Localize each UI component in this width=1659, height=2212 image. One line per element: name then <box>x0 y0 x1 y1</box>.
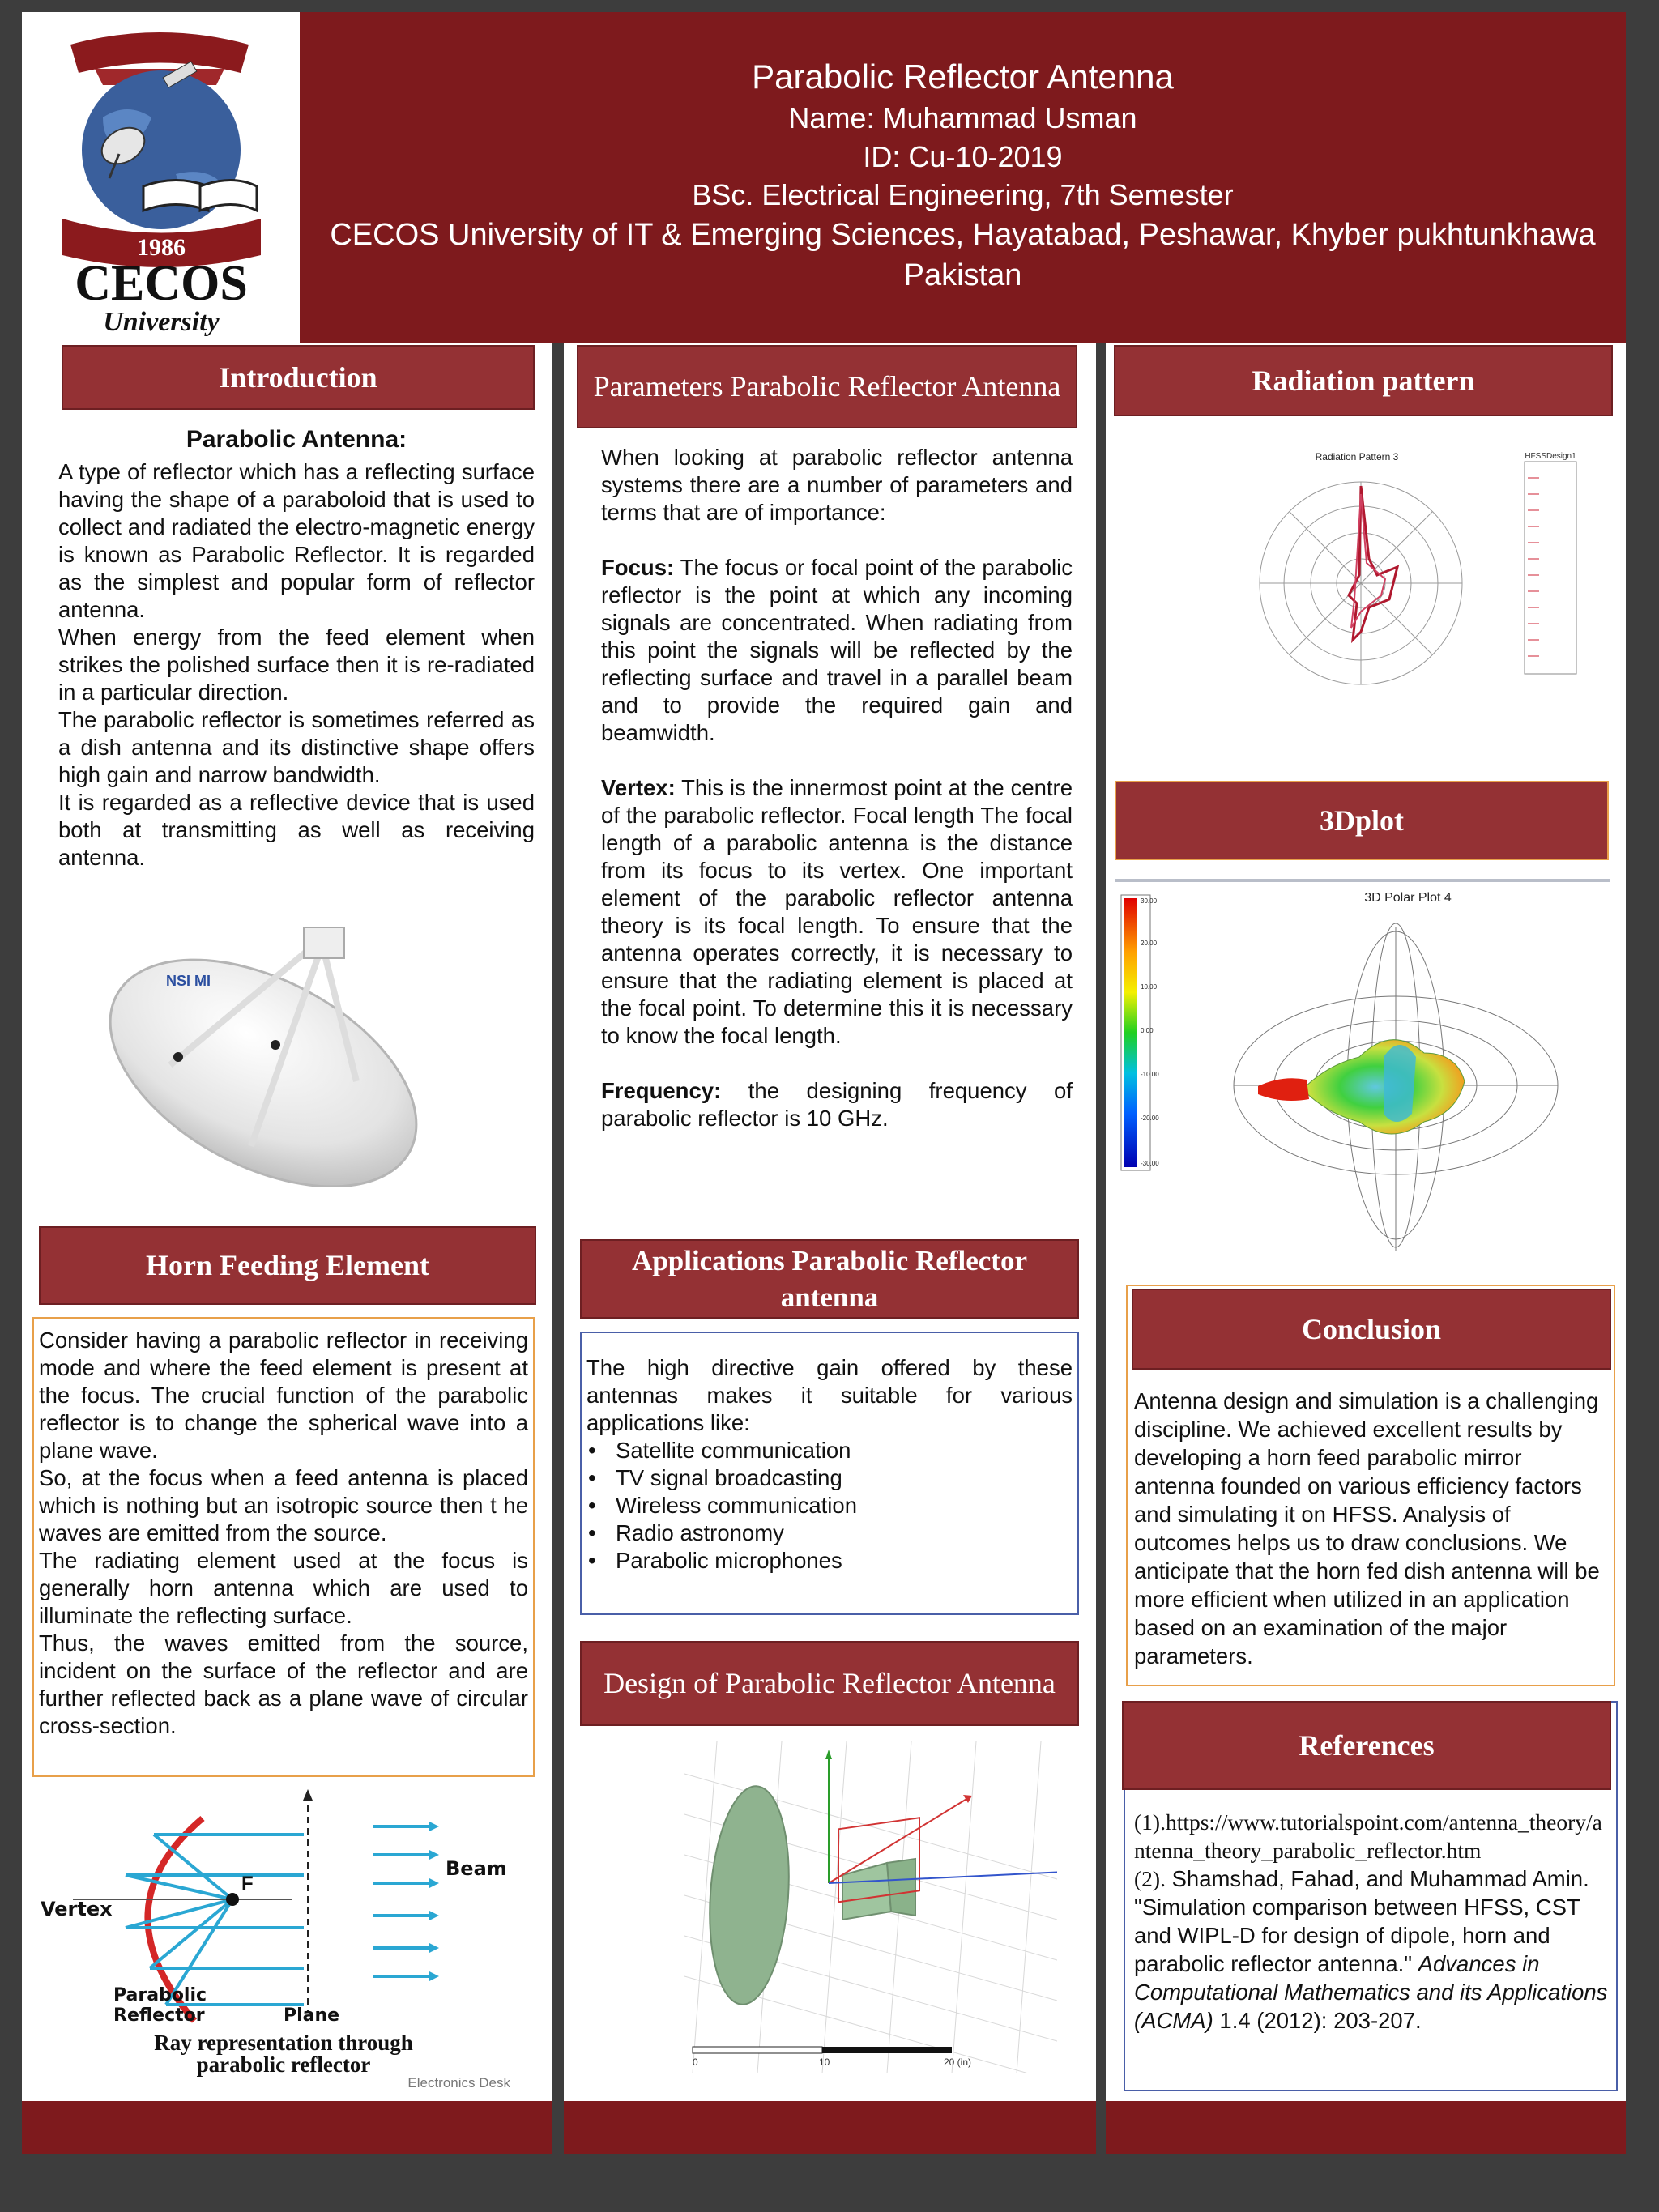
intro-paragraph: It is regarded as a reflective device that is used both at transmitting as well as receiving antenna. <box>58 790 535 870</box>
focus-term: Focus: <box>601 555 675 580</box>
frequency-text: the designing frequency of parabolic reflector is 10 GHz. <box>601 1078 1073 1131</box>
parameters-heading: Parameters Parabolic Reflector Antenna <box>577 345 1077 428</box>
frequency-term: Frequency: <box>601 1078 722 1103</box>
diagram-caption-2: parabolic reflector <box>196 2052 371 2077</box>
logo-subtitle: University <box>103 307 220 337</box>
introduction-heading: Introduction <box>62 345 535 410</box>
horn-heading: Horn Feeding Element <box>39 1226 536 1305</box>
scale-label: 20 (in) <box>944 2056 972 2068</box>
diagram-caption-1: Ray representation through <box>154 2031 413 2055</box>
colorbar-label: -20.00 <box>1141 1115 1159 1122</box>
vertex-term: Vertex: <box>601 775 676 800</box>
horn-paragraph: Thus, the waves emitted from the source, incident on the surface of the reflector and are further reflected back as a plane wave of circular cross-section. <box>39 1630 528 1738</box>
application-item: • Wireless communication <box>586 1492 1073 1519</box>
parameters-intro: When looking at parabolic reflector antenna systems there are a number of parameters and terms that are of importance: <box>601 445 1073 525</box>
radiation-legend-title: HFSSDesign1 <box>1525 452 1576 461</box>
diagram-credit: Electronics Desk <box>407 2075 510 2091</box>
references-list <box>1134 1808 1612 2035</box>
horn-text-box <box>32 1317 535 1777</box>
vertex-label: Vertex <box>41 1898 113 1920</box>
colorbar-label: 10.00 <box>1141 983 1158 991</box>
university-logo <box>22 12 300 343</box>
applications-box <box>580 1332 1079 1615</box>
author-name: Name: Muhammad Usman <box>788 101 1137 135</box>
conclusion-text: Antenna design and simulation is a challenging discipline. We achieved excellent results by developing a horn feed parabolic mirror antenna founded on various efficiency factors and simulating it on HFSS. Analysis of outcomes helps us to draw conclusions. We anticipate that the horn fed dish antenna will be more efficient when utilized in an application based on an examination of the major parameters. <box>1134 1388 1600 1669</box>
vertex-text: This is the innermost point at the centre of the parabolic reflector. Focal length The focal length of a parabolic antenna is the distance from its focus to its vertex. One important element of the parabolic reflector antenna theory is its focal length. To ensure that the antenna operates correctly, it is necessary to ensure that the radiating element is placed at the focal point. To determine this it is necessary to know the focal length. <box>601 775 1073 1048</box>
intro-paragraph: A type of reflector which has a reflecting surface having the shape of a paraboloid that is used to collect and radiated the electro-magnetic energy is known as Parabolic Reflector. It is regarded as the simplest and popular form of reflector antenna. <box>58 459 535 622</box>
footer-bar-middle <box>564 2101 1096 2154</box>
horn-paragraph: The radiating element used at the focus is generally horn antenna which are used to illuminate the reflecting surface. <box>39 1548 528 1628</box>
intro-subheading: Parabolic Antenna: <box>186 426 407 453</box>
beam-label: Beam <box>446 1857 507 1880</box>
application-item: • Parabolic microphones <box>586 1547 1073 1575</box>
radiation-plot-title: Radiation Pattern 3 <box>1315 451 1399 462</box>
plot3d-title: 3D Polar Plot 4 <box>1364 891 1452 905</box>
intro-paragraph: When energy from the feed element when strikes the polished surface then it is re-radiated in a particular direction. <box>58 624 535 705</box>
reference-2-tail: 1.4 (2012): 203-207. <box>1213 2008 1422 2033</box>
focus-text: The focus or focal point of the parabolic reflector is the point at which any incoming signals are concentrated. When radiating from this point the signals will be reflected by the reflecting surface and travel in a parallel beam and to provide the required gain and beamwidth. <box>601 555 1073 745</box>
application-item: • Satellite communication <box>586 1437 1073 1464</box>
logo-name: CECOS <box>75 256 248 311</box>
intro-paragraph: The parabolic reflector is sometimes referred as a dish antenna and its distinctive shape offers high gain and narrow bandwidth. <box>58 707 535 787</box>
poster-title: Parabolic Reflector Antenna <box>752 58 1174 96</box>
dish-logo-text: NSI MI <box>166 973 211 989</box>
design-heading: Design of Parabolic Reflector Antenna <box>580 1641 1079 1726</box>
horn-paragraph: So, at the focus when a feed antenna is placed which is nothing but an isotropic source then t he waves are emitted from the source. <box>39 1465 528 1545</box>
application-item: • Radio astronomy <box>586 1519 1073 1547</box>
reflector-label-1: Parabolic <box>113 1985 207 2005</box>
reflector-label-2: Reflector <box>113 2005 205 2026</box>
colorbar-label: 0.00 <box>1141 1027 1154 1034</box>
reference-2-number: (2). <box>1134 1866 1166 1891</box>
colorbar-label: -30.00 <box>1141 1160 1159 1167</box>
radiation-pattern-plot <box>1247 445 1588 713</box>
plot3d-heading: 3Dplot <box>1115 781 1609 860</box>
colorbar-label: -10.00 <box>1141 1071 1159 1078</box>
application-item: • TV signal broadcasting <box>586 1464 1073 1492</box>
references-heading: References <box>1122 1701 1611 1790</box>
reference-1: (1).https://www.tutorialspoint.com/antenna_theory/antenna_theory_parabolic_reflector.htm <box>1134 1809 1602 1863</box>
footer-bar-right <box>1106 2101 1626 2154</box>
header-text <box>300 12 1626 343</box>
applications-heading: Applications Parabolic Reflector antenna <box>580 1239 1079 1319</box>
reference-2-journal: Advances in Computational Mathematics and its Applications (ACMA) <box>1134 1951 1608 2033</box>
plot3d-divider <box>1115 879 1610 882</box>
program: BSc. Electrical Engineering, 7th Semester <box>692 178 1234 212</box>
colorbar-label: 30.00 <box>1141 897 1158 905</box>
reference-2-text: Shamshad, Fahad, and Muhammad Amin. "Simulation comparison between HFSS, CST and WIPL-D for design of dipole, horn and parabolic reflector antenna." <box>1134 1866 1589 1976</box>
horn-paragraph: Consider having a parabolic reflector in receiving mode and where the feed element is present at the focus. The crucial function of the parabolic reflector is to change the spherical wave into a plane wave. <box>39 1328 528 1463</box>
footer-bar-left <box>22 2101 552 2154</box>
design-model-image <box>684 1741 1057 2073</box>
author-id: ID: Cu-10-2019 <box>863 139 1063 173</box>
scale-label: 10 <box>819 2056 830 2068</box>
dish-antenna-image <box>89 911 462 1187</box>
radiation-heading: Radiation pattern <box>1114 345 1613 416</box>
colorbar-label: 20.00 <box>1141 940 1158 947</box>
applications-intro: The high directive gain offered by these antennas makes it suitable for various applications like: <box>586 1355 1073 1435</box>
conclusion-heading: Conclusion <box>1132 1289 1611 1370</box>
university: CECOS University of IT & Emerging Sciences, Hayatabad, Peshawar, Khyber pukhtunkhawa Pakistan <box>330 217 1596 293</box>
focus-label: F <box>241 1873 254 1894</box>
ray-diagram <box>32 1786 535 2094</box>
polar-plot-3d <box>1116 887 1602 1259</box>
logo-year: 1986 <box>137 234 186 261</box>
plane-label: Plane <box>284 2005 340 2026</box>
parameters-body <box>601 444 1073 1132</box>
scale-label: 0 <box>693 2056 698 2068</box>
